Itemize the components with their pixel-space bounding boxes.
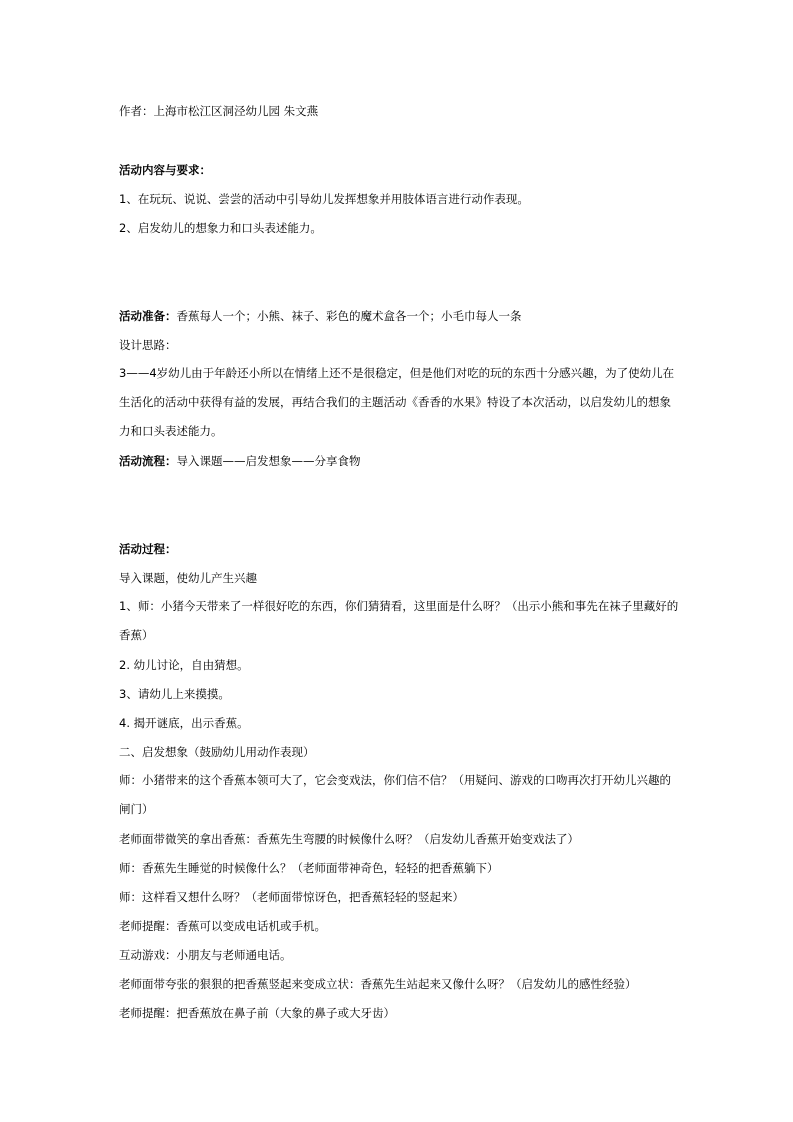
flow-label: 活动流程： xyxy=(119,454,177,468)
flow-line xyxy=(119,453,679,469)
author-line xyxy=(119,103,679,119)
process-line-e: 老师提醒：香蕉可以变成电话机或手机。 xyxy=(119,919,326,933)
preparation-label: 活动准备： xyxy=(119,309,177,323)
process-heading: 活动过程： xyxy=(119,542,177,556)
design-paragraph: 3——4岁幼儿由于年龄还小所以在情绪上还不是很稳定，但是他们对吃的玩的东西十分感兴趣，为了使幼儿在生活化的活动中获得有益的发展，再结合我们的主题活动《香香的水果》特设了本次活动，以启发幼儿的想象力和口头表述能力。 xyxy=(119,366,675,438)
design-heading: 设计思路： xyxy=(119,338,177,352)
content-requirements-heading: 活动内容与要求： xyxy=(119,163,211,177)
author-value: 上海市松江区洞泾幼儿园 朱文燕 xyxy=(153,104,319,118)
process-step-1: 1、师：小猪今天带来了一样很好吃的东西，你们猜猜看，这里面是什么呀？（出示小熊和事先在袜子里藏好的香蕉） xyxy=(119,599,679,642)
flow-value: 导入课题——启发想象——分享食物 xyxy=(176,454,361,468)
process-line-a: 师：小猪带来的这个香蕉本领可大了，它会变戏法，你们信不信？（用疑问、游戏的口吻再次打开幼儿兴趣的闸门） xyxy=(119,773,671,816)
preparation-line xyxy=(119,308,679,324)
requirement-item-1: 1、在玩玩、说说、尝尝的活动中引导幼儿发挥想象并用肢体语言进行动作表现。 xyxy=(119,192,529,206)
process-step-3: 3、请幼儿上来摸摸。 xyxy=(119,687,230,701)
process-section-1: 导入课题，使幼儿产生兴趣 xyxy=(119,571,257,585)
process-step-2: 2. 幼儿讨论，自由猜想。 xyxy=(119,658,249,672)
process-line-d: 师：这样看又想什么呀？（老师面带惊讶色，把香蕉轻轻的竖起来） xyxy=(119,890,464,904)
process-line-h: 老师提醒：把香蕉放在鼻子前（大象的鼻子或大牙齿） xyxy=(119,1006,395,1020)
process-step-4: 4. 揭开谜底，出示香蕉。 xyxy=(119,716,249,730)
process-line-c: 师：香蕉先生睡觉的时候像什么？（老师面带神奇色，轻轻的把香蕉躺下） xyxy=(119,861,499,875)
preparation-value: 香蕉每人一个；小熊、袜子、彩色的魔术盒各一个；小毛巾每人一条 xyxy=(176,309,522,323)
requirement-item-2: 2、启发幼儿的想象力和口头表述能力。 xyxy=(119,221,322,235)
process-line-g: 老师面带夸张的狠狠的把香蕉竖起来变成立状：香蕉先生站起来又像什么呀？（启发幼儿的感性经验） xyxy=(119,977,637,991)
process-line-f: 互动游戏：小朋友与老师通电话。 xyxy=(119,948,292,962)
process-line-b: 老师面带微笑的拿出香蕉：香蕉先生弯腰的时候像什么呀？（启发幼儿香蕉开始变戏法了） xyxy=(119,832,579,846)
process-section-2: 二、启发想象（鼓励幼儿用动作表现） xyxy=(119,745,315,759)
author-label: 作者： xyxy=(119,104,154,118)
